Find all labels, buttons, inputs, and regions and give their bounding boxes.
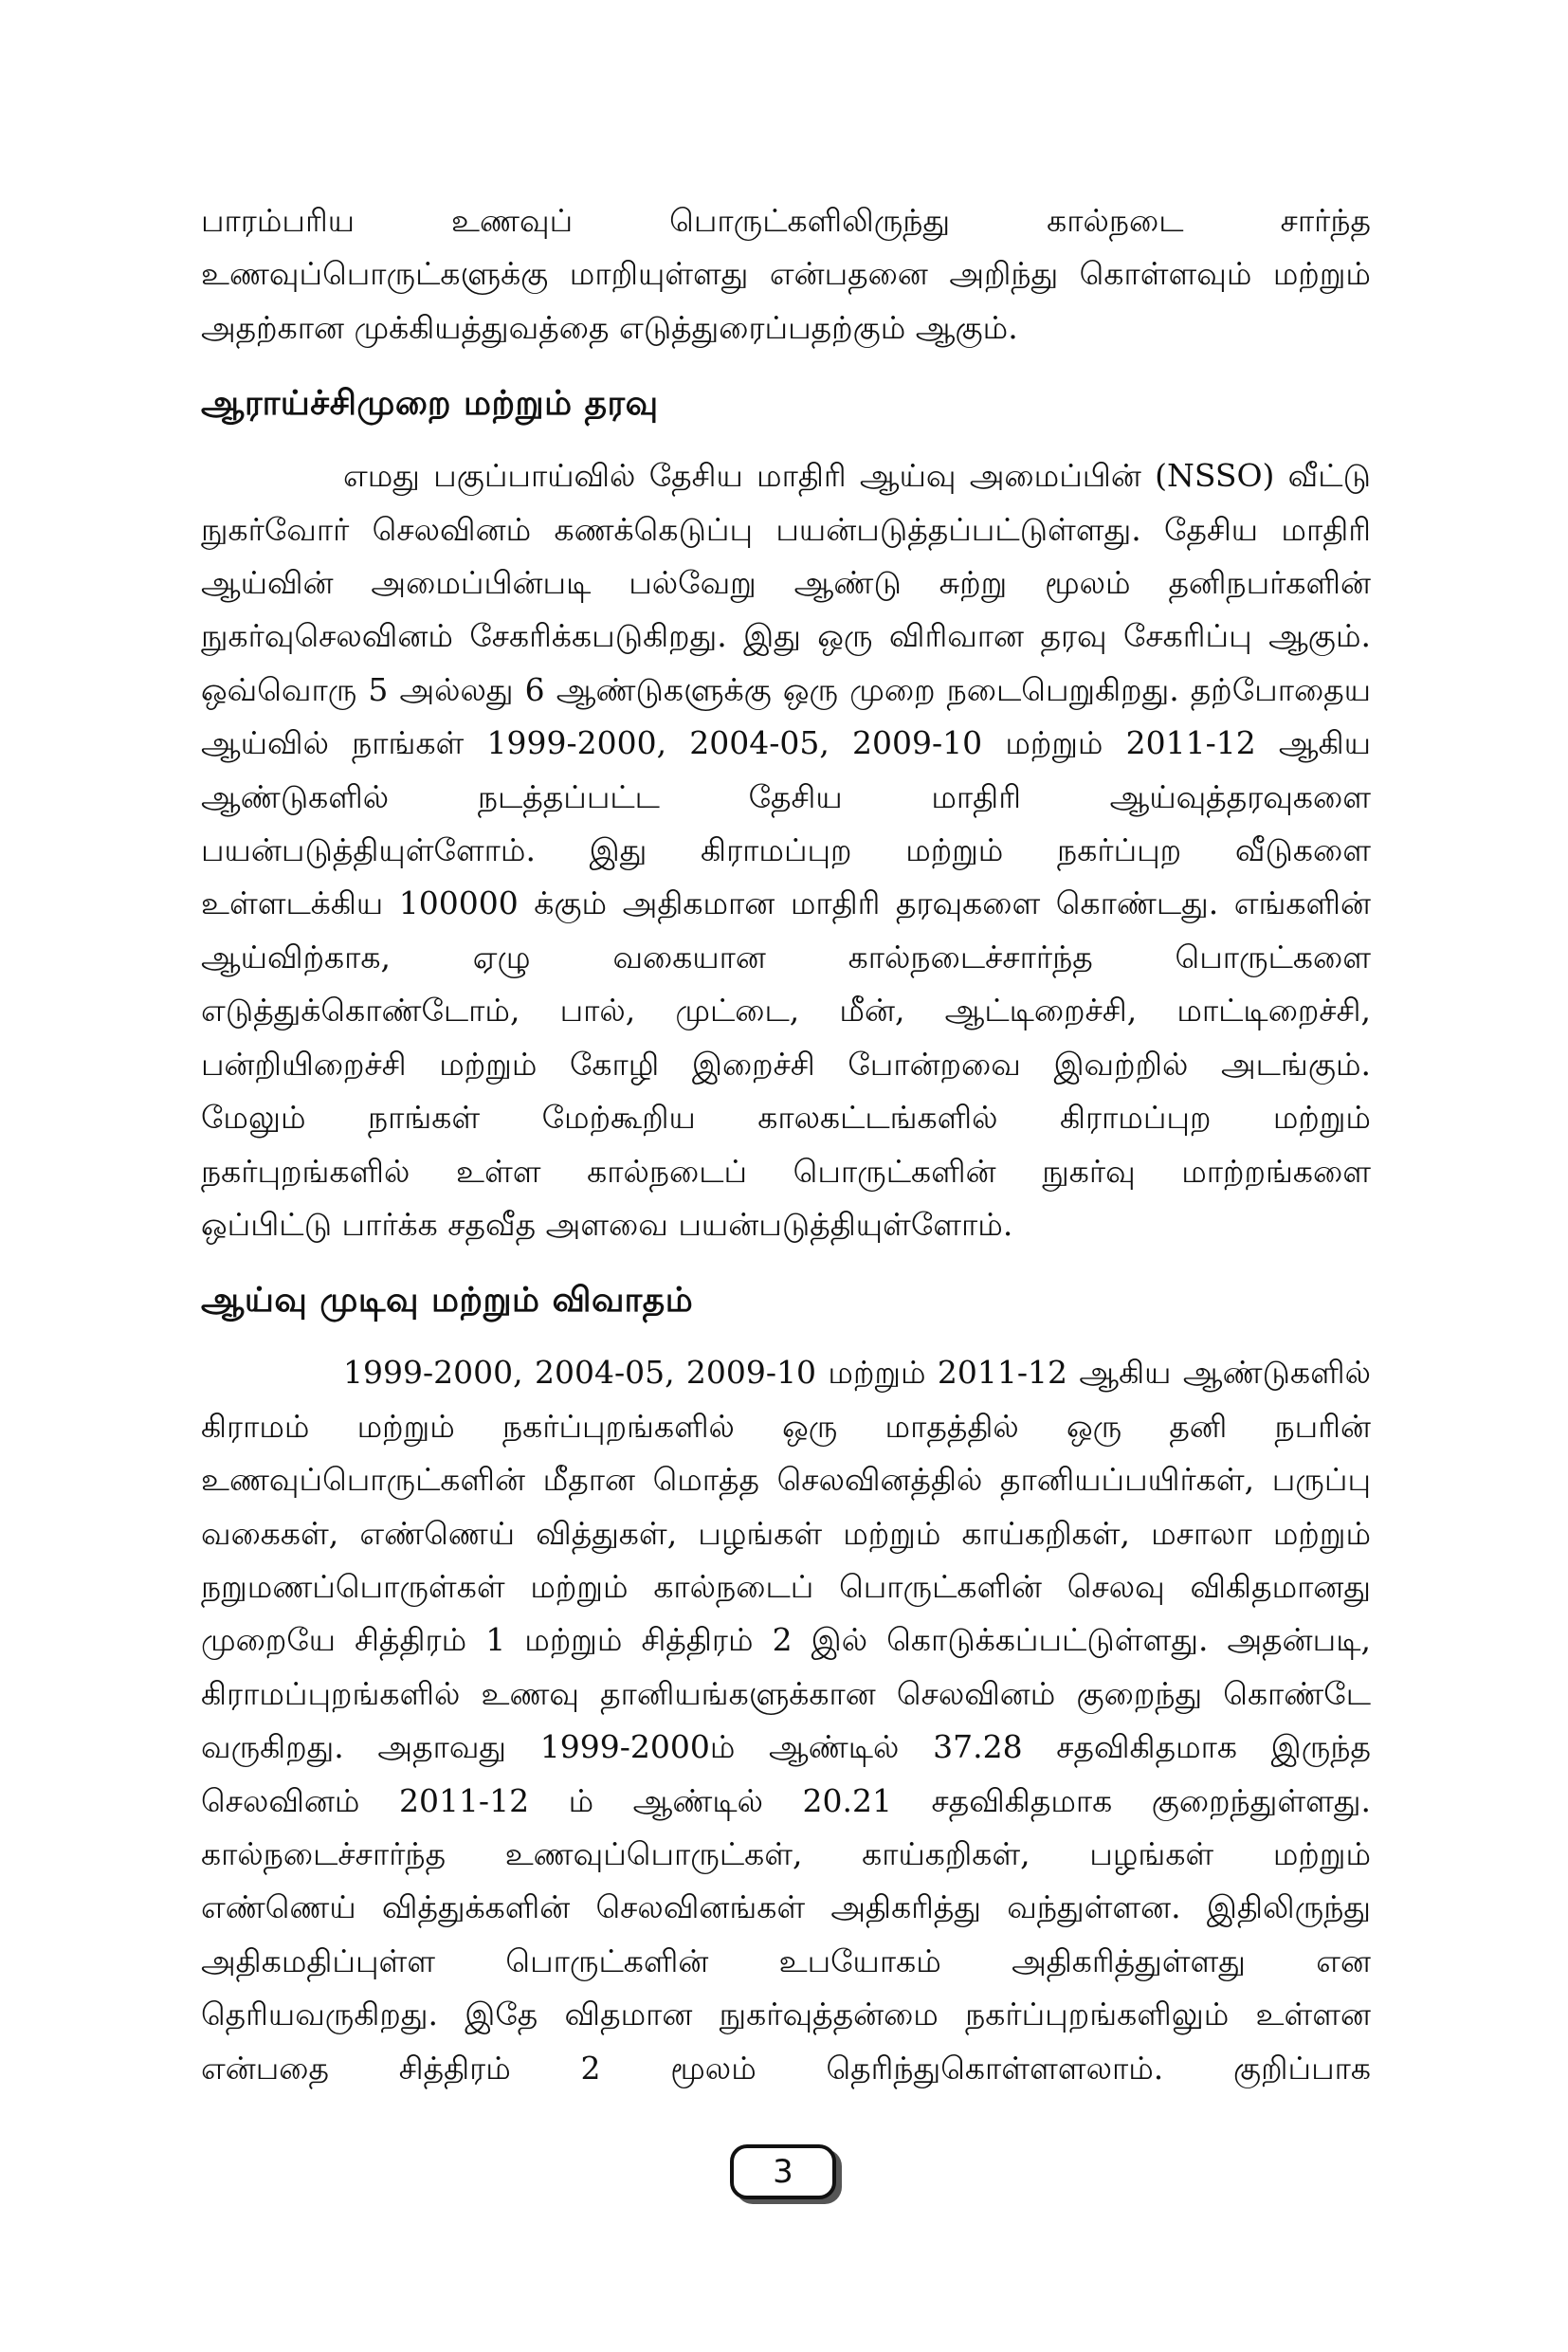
text-line: நுகர்வுசெலவினம் சேகரிக்கபடுகிறது. இது ஒரு விரிவான தரவு சேகரிப்பு ஆகும். — [201, 617, 1371, 655]
text-line: எடுத்துக்கொண்டோம், பால், முட்டை, மீன், ஆட்டிறைச்சி, மாட்டிறைச்சி, — [201, 992, 1371, 1030]
text-line: ஒவ்வொரு 5 அல்லது 6 ஆண்டுகளுக்கு ஒரு முறை நடைபெறுகிறது. தற்போதைய — [201, 670, 1371, 708]
text-line: உள்ளடக்கிய 100000 க்கும் அதிகமான மாதிரி தரவுகளை கொண்டது. எங்களின் — [201, 884, 1371, 922]
text-line: ஆண்டுகளில் நடத்தப்பட்ட தேசிய மாதிரி ஆய்வுத்தரவுகளை — [201, 777, 1371, 815]
text-line: பாரம்பரிய உணவுப் பொருட்களிலிருந்து கால்நடை சார்ந்த — [201, 202, 1371, 239]
text-line: நறுமணப்பொருள்கள் மற்றும் கால்நடைப் பொருட்களின் செலவு விகிதமானது — [201, 1567, 1371, 1605]
text-line: கிராமப்புறங்களில் உணவு தானியங்களுக்கான செலவினம் குறைந்து கொண்டே — [201, 1674, 1371, 1712]
text-line: பன்றியிறைச்சி மற்றும் கோழி இறைச்சி போன்றவை இவற்றில் அடங்கும். — [201, 1045, 1371, 1083]
text-line: என்பதை சித்திரம் 2 மூலம் தெரிந்துகொள்ளளலாம். குறிப்பாக — [201, 2049, 1371, 2087]
text-line: அதிகமதிப்புள்ள பொருட்களின் உபயோகம் அதிகரித்துள்ளது என — [201, 1942, 1371, 1979]
text-line: நகர்புறங்களில் உள்ள கால்நடைப் பொருட்களின் நுகர்வு மாற்றங்களை — [201, 1152, 1371, 1190]
page-content — [201, 194, 1371, 2095]
text-line: வகைகள், எண்ணெய் வித்துகள், பழங்கள் மற்றும் காய்கறிகள், மசாலா மற்றும் — [201, 1514, 1371, 1552]
text-line: மேலும் நாங்கள் மேற்கூறிய காலகட்டங்களில் கிராமப்புற மற்றும் — [201, 1099, 1371, 1137]
page-number-badge — [730, 2144, 836, 2199]
methodology-paragraph — [201, 449, 1371, 1251]
text-line: 1999-2000, 2004-05, 2009-10 மற்றும் 2011-12 ஆகிய ஆண்டுகளில் — [343, 1354, 1371, 1392]
text-line: கிராமம் மற்றும் நகர்ப்புறங்களில் ஒரு மாதத்தில் ஒரு தனி நபரின் — [201, 1407, 1371, 1445]
section-heading-results: ஆய்வு முடிவு மற்றும் விவாதம் — [201, 1281, 694, 1321]
text-line: முறையே சித்திரம் 1 மற்றும் சித்திரம் 2 இல் கொடுக்கப்பட்டுள்ளது. அதன்படி, — [201, 1621, 1371, 1659]
text-line: பயன்படுத்தியுள்ளோம். இது கிராமப்புற மற்றும் நகர்ப்புற வீடுகளை — [201, 831, 1371, 869]
page-number: 3 — [773, 2153, 793, 2191]
results-paragraph — [201, 1346, 1371, 2095]
text-line: எண்ணெய் வித்துக்களின் செலவினங்கள் அதிகரித்து வந்துள்ளன. இதிலிருந்து — [201, 1888, 1371, 1926]
text-line: ஆய்வின் அமைப்பின்படி பல்வேறு ஆண்டு சுற்று மூலம் தனிநபர்களின் — [201, 564, 1371, 602]
text-line: கால்நடைச்சார்ந்த உணவுப்பொருட்கள், காய்கறிகள், பழங்கள் மற்றும் — [201, 1834, 1371, 1872]
text-line: வருகிறது. அதாவது 1999-2000ம் ஆண்டில் 37.28 சதவிகிதமாக இருந்த — [201, 1728, 1371, 1766]
text-line: எமது பகுப்பாய்வில் தேசிய மாதிரி ஆய்வு அமைப்பின் (NSSO) வீட்டு — [343, 457, 1371, 495]
text-line: தெரியவருகிறது. இதே விதமான நுகர்வுத்தன்மை நகர்ப்புறங்களிலும் உள்ளன — [201, 1996, 1371, 2033]
text-line: ஆய்வில் நாங்கள் 1999-2000, 2004-05, 2009-10 மற்றும் 2011-12 ஆகிய — [201, 724, 1371, 762]
text-line: நுகர்வோர் செலவினம் கணக்கெடுப்பு பயன்படுத்தப்பட்டுள்ளது. தேசிய மாதிரி — [201, 510, 1371, 548]
text-line: செலவினம் 2011-12 ம் ஆண்டில் 20.21 சதவிகிதமாக குறைந்துள்ளது. — [201, 1781, 1371, 1819]
section-heading-methodology: ஆராய்ச்சிமுறை மற்றும் தரவு — [201, 384, 659, 424]
text-line: உணவுப்பொருட்களுக்கு மாறியுள்ளது என்பதனை அறிந்து கொள்ளவும் மற்றும் — [201, 255, 1371, 293]
intro-paragraph — [201, 194, 1371, 355]
text-line: அதற்கான முக்கியத்துவத்தை எடுத்துரைப்பதற்கும் ஆகும். — [201, 308, 1018, 346]
text-line: ஒப்பிட்டு பார்க்க சதவீத அளவை பயன்படுத்தியுள்ளோம். — [201, 1205, 1013, 1243]
text-line: உணவுப்பொருட்களின் மீதான மொத்த செலவினத்தில் தானியப்பயிர்கள், பருப்பு — [201, 1461, 1371, 1499]
text-line: ஆய்விற்காக, ஏழு வகையான கால்நடைச்சார்ந்த பொருட்களை — [201, 938, 1371, 975]
